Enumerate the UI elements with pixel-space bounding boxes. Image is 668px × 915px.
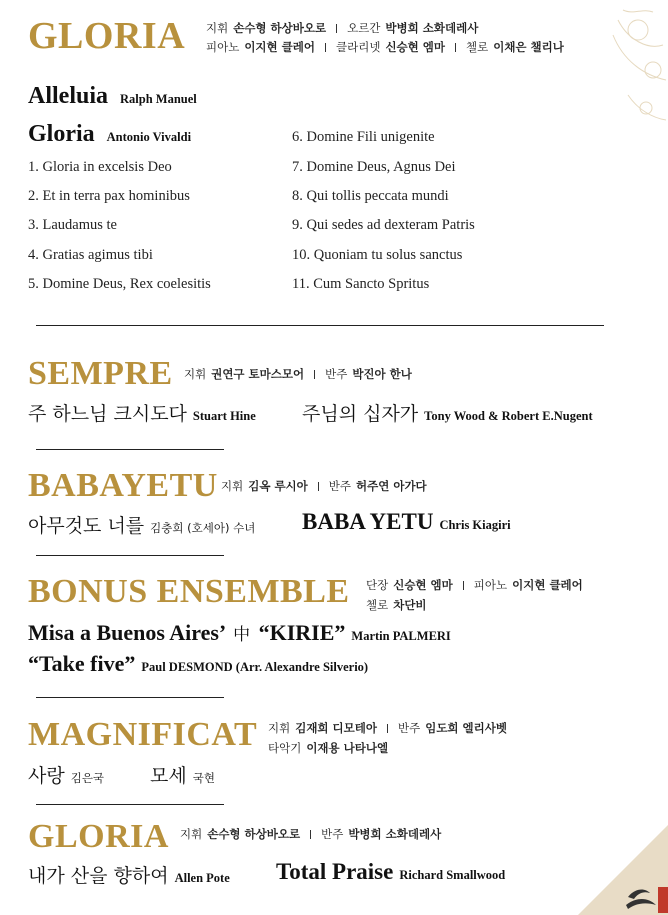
piece-gloria2-1 xyxy=(28,861,230,888)
magnificat-credits-line1 xyxy=(268,718,507,739)
divider xyxy=(36,325,604,326)
credit-role: 피아노 xyxy=(206,40,240,54)
movement-item: 3. Laudamus te xyxy=(28,217,117,233)
movement-item: 11. Cum Sancto Spritus xyxy=(292,276,430,292)
piece-title: 모세 xyxy=(150,765,187,787)
piece-composer: Paul DESMOND (Arr. Alexandre Silverio) xyxy=(141,660,369,674)
separator xyxy=(387,724,388,733)
piece-title: Gloria xyxy=(28,121,95,147)
bonus-credits-line1 xyxy=(366,575,583,596)
movement-item: 4. Gratias agimus tibi xyxy=(28,247,153,263)
credit-role: 반주 xyxy=(328,479,351,493)
separator xyxy=(318,482,319,491)
piece-composer: 김은국 xyxy=(70,771,105,785)
section-title-sempre: SEMPRE xyxy=(28,355,173,392)
separator xyxy=(455,43,456,52)
credit-names: 김재희 디모테아 xyxy=(295,721,377,735)
movement-item: 6. Domine Fili unigenite xyxy=(292,129,435,145)
bonus-credits-line2 xyxy=(366,595,427,616)
section-title-gloria: GLORIA xyxy=(28,15,186,57)
credit-role: 단장 xyxy=(366,578,389,592)
credit-names: 이지현 클레어 xyxy=(244,40,315,54)
movement-item: 5. Domine Deus, Rex coelesitis xyxy=(28,276,211,292)
piece-composer: 국현 xyxy=(192,771,215,785)
gloria2-credits xyxy=(180,824,441,845)
separator xyxy=(310,830,311,839)
credit-role: 반주 xyxy=(398,721,421,735)
movement-item: 2. Et in terra pax hominibus xyxy=(28,188,190,204)
credit-names: 김옥 루시아 xyxy=(248,479,308,493)
piece-title: 내가 산을 향하여 xyxy=(28,865,169,887)
credit-names: 이재용 나타나엘 xyxy=(306,741,389,755)
piece-composer: Allen Pote xyxy=(174,871,230,885)
piece-title: “Take five” xyxy=(28,651,136,676)
piece-composer: Stuart Hine xyxy=(192,409,256,423)
piece-title: 사랑 xyxy=(28,765,65,787)
piece-gloria-vivaldi xyxy=(28,121,191,148)
credit-names: 신승현 엠마 xyxy=(393,578,453,592)
credit-names: 손수형 하상바오로 xyxy=(233,21,327,35)
separator xyxy=(314,370,315,379)
credit-role: 첼로 xyxy=(466,40,489,54)
magnificat-credits-line2 xyxy=(268,738,388,759)
piece-composer: 김충희 (호세아) 수녀 xyxy=(150,521,256,535)
section-title-babayetu: BABAYETU xyxy=(28,467,218,504)
divider xyxy=(36,697,224,698)
piece-title: 아무것도 너를 xyxy=(28,515,145,537)
credit-names: 박진아 한나 xyxy=(352,367,412,381)
piece-title: BABA YETU xyxy=(302,509,434,534)
separator xyxy=(325,43,326,52)
piece-title: 주 하느님 크시도다 xyxy=(28,403,187,425)
separator xyxy=(463,581,464,590)
piece-babayetu-1 xyxy=(28,511,255,538)
credit-role: 클라리넷 xyxy=(336,40,381,54)
piece-title: Alleluia xyxy=(28,83,109,109)
movement-item: 9. Qui sedes ad dexteram Patris xyxy=(292,217,475,233)
credit-role: 지휘 xyxy=(206,21,229,35)
piece-sempre-1 xyxy=(28,399,256,426)
movement-item: 7. Domine Deus, Agnus Dei xyxy=(292,159,456,175)
piece-title: “KIRIE” xyxy=(258,620,346,645)
piece-gloria2-2 xyxy=(276,859,505,885)
credit-role: 첼로 xyxy=(366,598,389,612)
credit-names: 차단비 xyxy=(393,598,427,612)
credit-names: 이지현 클레어 xyxy=(512,578,583,592)
movement-item: 1. Gloria in excelsis Deo xyxy=(28,159,172,175)
sempre-credits xyxy=(184,364,412,385)
divider xyxy=(36,555,224,556)
piece-magnificat-2 xyxy=(150,761,215,788)
piece-magnificat-1 xyxy=(28,761,104,788)
divider xyxy=(36,449,224,450)
piece-title: Misa a Buenos Aires’ xyxy=(28,620,225,645)
credit-role: 반주 xyxy=(325,367,348,381)
credit-names: 신승현 엠마 xyxy=(385,40,445,54)
section-title-bonus-ensemble: BONUS ENSEMBLE xyxy=(28,573,350,610)
piece-alleluia xyxy=(28,83,197,110)
floral-decoration-icon xyxy=(558,0,668,150)
piece-composer: Chris Kiagiri xyxy=(439,518,511,532)
piece-composer: Antonio Vivaldi xyxy=(106,130,192,144)
credit-role: 피아노 xyxy=(473,578,508,592)
credit-role: 지휘 xyxy=(184,367,207,381)
credit-names: 이채은 챌리나 xyxy=(493,40,564,54)
piece-take-five xyxy=(28,651,368,677)
piece-composer: Ralph Manuel xyxy=(120,92,197,106)
separator xyxy=(336,24,337,33)
credit-role: 지휘 xyxy=(268,721,291,735)
piece-title: Total Praise xyxy=(276,859,394,884)
section-title-magnificat: MAGNIFICAT xyxy=(28,716,258,753)
gloria-credits-line1 xyxy=(206,18,478,39)
credit-names: 박병희 소화데레사 xyxy=(348,827,442,841)
piece-sempre-2 xyxy=(302,399,593,426)
piece-babayetu-2 xyxy=(302,509,511,535)
corner-ornament-icon xyxy=(578,825,668,915)
credit-role: 타악기 xyxy=(268,741,302,755)
piece-title: 주님의 십자가 xyxy=(302,403,419,425)
gloria-credits-line2 xyxy=(206,37,564,58)
piece-misa-kirie xyxy=(28,620,451,646)
movement-item: 10. Quoniam tu solus sanctus xyxy=(292,247,463,263)
credit-names: 허주연 아가다 xyxy=(356,479,427,493)
piece-composer: Richard Smallwood xyxy=(399,868,506,882)
piece-composer: Tony Wood & Robert E.Nugent xyxy=(424,409,593,423)
section-title-gloria-2: GLORIA xyxy=(28,818,169,855)
credit-role: 지휘 xyxy=(180,827,203,841)
piece-composer: Martin PALMERI xyxy=(351,629,451,643)
credit-names: 임도희 엘리사벳 xyxy=(425,721,507,735)
credit-role: 지휘 xyxy=(221,479,244,493)
divider xyxy=(36,804,224,805)
credit-role: 오르간 xyxy=(347,21,381,35)
babayetu-credits xyxy=(221,476,427,497)
movement-item: 8. Qui tollis peccata mundi xyxy=(292,188,449,204)
credit-role: 반주 xyxy=(321,827,344,841)
piece-title-middle: 中 xyxy=(233,625,251,645)
credit-names: 권연구 토마스모어 xyxy=(211,367,305,381)
credit-names: 박병희 소화데레사 xyxy=(385,21,479,35)
credit-names: 손수형 하상바오로 xyxy=(207,827,301,841)
